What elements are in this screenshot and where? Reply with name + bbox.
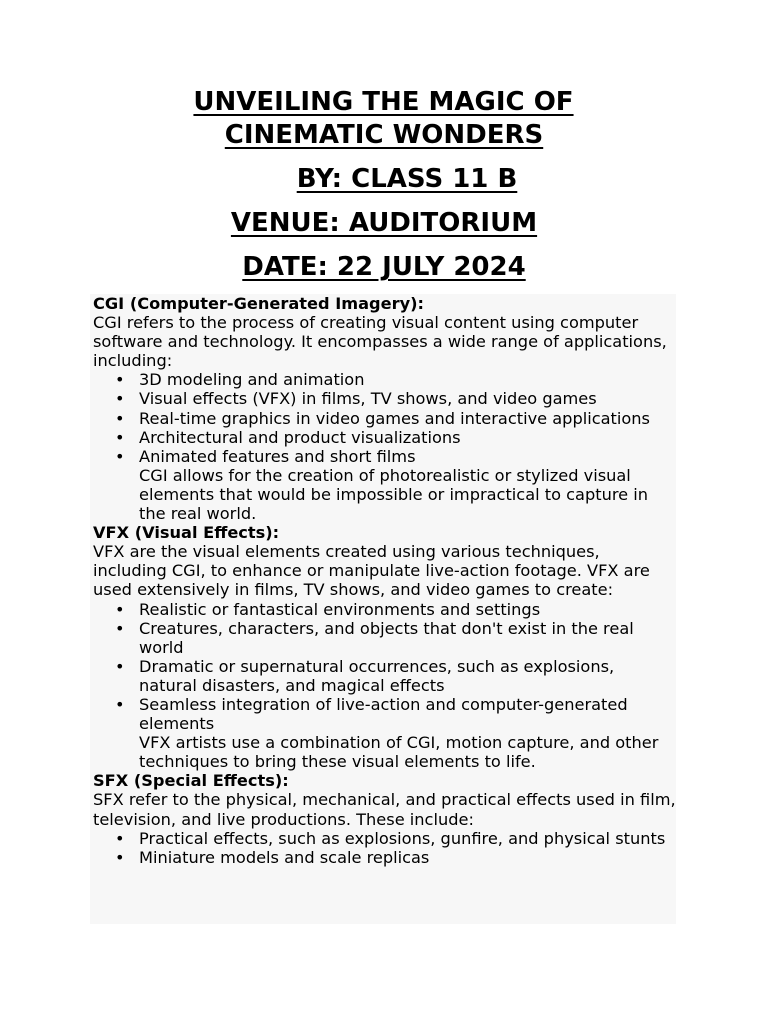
bullet-list-cgi	[93, 370, 676, 465]
section-heading-cgi: CGI (Computer-Generated Imagery):	[93, 294, 425, 313]
bullet-icon: •	[115, 427, 125, 447]
title-block	[0, 86, 768, 284]
section-intro-vfx: VFX are the visual elements created using various techniques, including CGI, to enhance or manipulate live-action footage. VFX are used extensively in films, TV shows, and video games to create:	[93, 542, 650, 600]
list-item: • 3D modeling and animation	[115, 370, 365, 390]
bullet-icon: •	[115, 408, 125, 428]
bullet-icon: •	[115, 828, 125, 848]
bullet-icon: •	[115, 618, 125, 638]
content-panel	[90, 294, 676, 924]
bullet-list-sfx	[93, 829, 676, 867]
by-line: BY: CLASS 11 B	[296, 164, 518, 194]
list-item: • Animated features and short films	[115, 446, 416, 466]
bullet-icon: •	[115, 847, 125, 867]
section-intro-sfx: SFX refer to the physical, mechanical, and practical effects used in film, television, and live productions. These include:	[93, 790, 676, 829]
bullet-icon: •	[115, 370, 125, 390]
bullet-icon: •	[115, 656, 125, 676]
document-title-line-2: CINEMATIC WONDERS	[224, 120, 544, 150]
section-outro-vfx: VFX artists use a combination of CGI, motion capture, and other techniques to bring these visual elements to life.	[139, 733, 659, 772]
venue-line: VENUE: AUDITORIUM	[230, 208, 538, 238]
section-heading-sfx: SFX (Special Effects):	[93, 771, 289, 791]
bullet-icon: •	[115, 446, 125, 466]
list-item: • Architectural and product visualizations	[115, 427, 461, 447]
list-item: • Realistic or fantastical environments and settings	[115, 599, 541, 619]
list-item: • Dramatic or supernatural occurrences, such as explosions, natural disasters, and magical effects	[115, 656, 615, 695]
section-heading-vfx: VFX (Visual Effects):	[93, 523, 280, 543]
section-intro-cgi: CGI refers to the process of creating visual content using computer software and technology. It encompasses a wide range of applications, including:	[93, 313, 667, 371]
list-item: • Seamless integration of live-action and computer-generated elements	[115, 694, 628, 734]
bullet-icon: •	[115, 389, 125, 409]
section-outro-cgi: CGI allows for the creation of photorealistic or stylized visual elements that would be impossible or impractical to capture in the real world.	[139, 465, 649, 524]
list-item: • Real-time graphics in video games and interactive applications	[115, 408, 650, 428]
bullet-list-vfx	[93, 600, 676, 734]
bullet-icon: •	[115, 694, 125, 714]
list-item: • Miniature models and scale replicas	[115, 847, 430, 867]
list-item: • Practical effects, such as explosions, gunfire, and physical stunts	[115, 828, 666, 848]
list-item: • Visual effects (VFX) in films, TV shows, and video games	[115, 389, 597, 409]
date-line: DATE: 22 JULY 2024	[242, 252, 526, 282]
document-title-line-1: UNVEILING THE MAGIC OF	[193, 87, 574, 117]
list-item: • Creatures, characters, and objects that don't exist in the real world	[115, 618, 634, 657]
bullet-icon: •	[115, 599, 125, 619]
